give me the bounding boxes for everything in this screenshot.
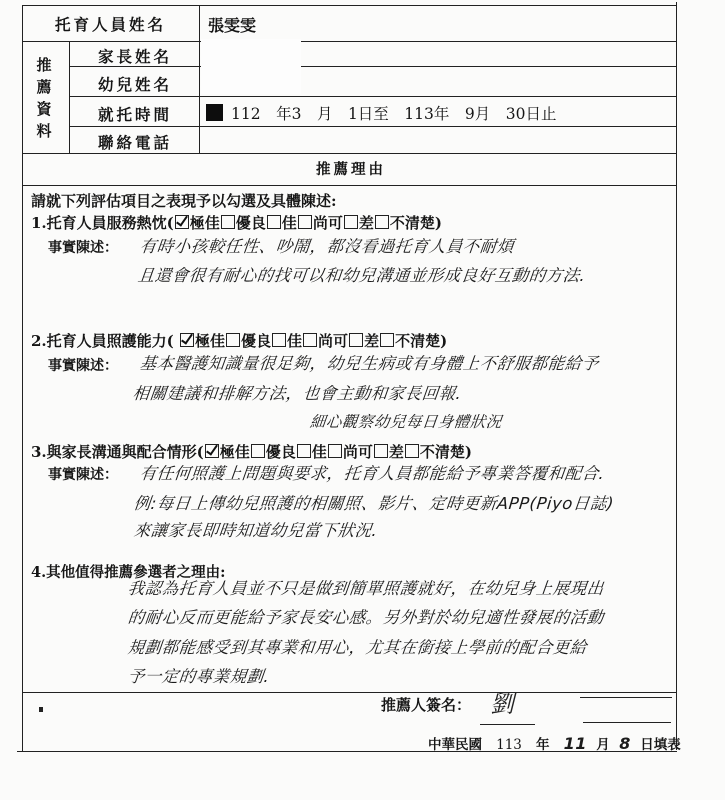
- checkbox-unclear[interactable]: [375, 215, 389, 229]
- caregiver-name-value: 張雯雯: [208, 16, 257, 35]
- row-line-1: [22, 41, 677, 42]
- signature-line-right-top: [580, 697, 672, 698]
- care-period-value: 112 年3 月 1日至 113年 9月 30日止: [206, 102, 556, 124]
- signature-mark: 劉: [490, 690, 514, 718]
- child-name-redacted: [201, 64, 301, 94]
- redaction-block-icon: [206, 104, 223, 121]
- checkbox-good[interactable]: [226, 333, 240, 347]
- section-side-label: 推 薦 資 料: [36, 56, 52, 140]
- checkbox-excellent[interactable]: [175, 215, 189, 229]
- item-4-line-1: 我認為托育人員並不只是做到簡單照護就好，在幼兒身上展現出: [126, 579, 605, 598]
- item-1-fact-label: 事實陳述：: [48, 240, 118, 256]
- child-name-label: 幼兒姓名: [98, 75, 173, 94]
- item-3-rating: 3.與家長溝通與配合情形( 極佳 優良 佳 尚可 差 不清楚): [31, 443, 472, 461]
- checkbox-good[interactable]: [221, 215, 235, 229]
- item-2-line-2: 相關建議和排解方法，也會主動和家長回報.: [131, 384, 463, 403]
- signature-label: 推薦人簽名：: [381, 696, 472, 714]
- checkbox-poor[interactable]: [374, 444, 388, 458]
- checkbox-fair[interactable]: [297, 444, 311, 458]
- parent-name-label: 家長姓名: [98, 47, 173, 66]
- checkbox-fair[interactable]: [267, 215, 281, 229]
- row-line-3: [69, 96, 677, 97]
- reason-section-title: 推薦理由: [316, 161, 386, 178]
- checkbox-poor[interactable]: [349, 333, 363, 347]
- checkbox-unclear[interactable]: [405, 444, 419, 458]
- item-4-line-2: 的耐心反而更能給予家長安心感。另外對於幼兒適性發展的活動: [126, 608, 605, 627]
- checkbox-excellent[interactable]: [205, 444, 219, 458]
- checkbox-acceptable[interactable]: [303, 333, 317, 347]
- checkbox-poor[interactable]: [344, 215, 358, 229]
- form-top-border: [22, 5, 677, 6]
- checkbox-good[interactable]: [251, 444, 265, 458]
- item-3-line-1: 有任何照護上問題與要求，托育人員都能給予專業答覆和配合.: [138, 464, 606, 483]
- fill-date: 中華民國 113 年 11 月 8 日填表: [428, 734, 681, 753]
- item-3-line-3: 來讓家長即時知道幼兒當下狀況.: [132, 521, 379, 540]
- item-3-fact-label: 事實陳述：: [48, 467, 118, 483]
- header-divider: [199, 5, 200, 153]
- checkbox-fair[interactable]: [272, 333, 286, 347]
- phone-label: 聯絡電話: [98, 133, 173, 152]
- item-2-line-1: 基本醫護知識量很足夠，幼兒生病或有身體上不舒服都能給予: [138, 354, 600, 373]
- checkbox-unclear[interactable]: [380, 333, 394, 347]
- signature-top-line: [22, 692, 677, 693]
- item-4-title: 4.其他值得推薦參選者之理由:: [31, 564, 226, 581]
- signature-line-right: [583, 722, 671, 723]
- checkbox-excellent[interactable]: [180, 333, 194, 347]
- side-divider: [69, 41, 70, 153]
- signature-line[interactable]: [480, 724, 535, 725]
- row-line-5: [22, 153, 677, 154]
- stray-dot: [39, 707, 43, 712]
- item-2-fact-label: 事實陳述：: [48, 358, 118, 374]
- item-2-line-3: 細心觀察幼兒每日身體狀況: [308, 413, 503, 431]
- item-4-line-3: 規劃都能感受到其專業和用心，尤其在銜接上學前的配合更給: [126, 638, 588, 657]
- checkbox-acceptable[interactable]: [298, 215, 312, 229]
- reason-title-line: [22, 185, 677, 186]
- item-4-line-4: 予一定的專業規劃.: [126, 667, 271, 686]
- form-left-border: [22, 5, 23, 752]
- checkbox-acceptable[interactable]: [328, 444, 342, 458]
- care-period-label: 就托時間: [98, 105, 173, 124]
- item-3-line-2: 例:每日上傳幼兒照護的相關照、影片、定時更新APP(Piyo日誌): [132, 494, 615, 513]
- item-1-line-2: 且還會很有耐心的找可以和幼兒溝通並形成良好互動的方法.: [136, 266, 587, 285]
- item-1-rating: 1.托育人員服務熱忱( 極佳 優良 佳 尚可 差 不清楚): [31, 214, 442, 232]
- row-line-4: [69, 126, 677, 127]
- caregiver-name-label: 托育人員姓名: [55, 15, 167, 34]
- item-2-rating: 2.托育人員照護能力( 極佳 優良 佳 尚可 差 不清楚): [31, 332, 448, 350]
- form-bottom-border: [17, 751, 677, 752]
- form-right-border: [676, 2, 677, 750]
- instructions: 請就下列評估項目之表現予以勾選及具體陳述:: [31, 192, 337, 210]
- item-1-line-1: 有時小孩較任性、吵鬧，都沒看過托育人員不耐煩: [138, 237, 515, 256]
